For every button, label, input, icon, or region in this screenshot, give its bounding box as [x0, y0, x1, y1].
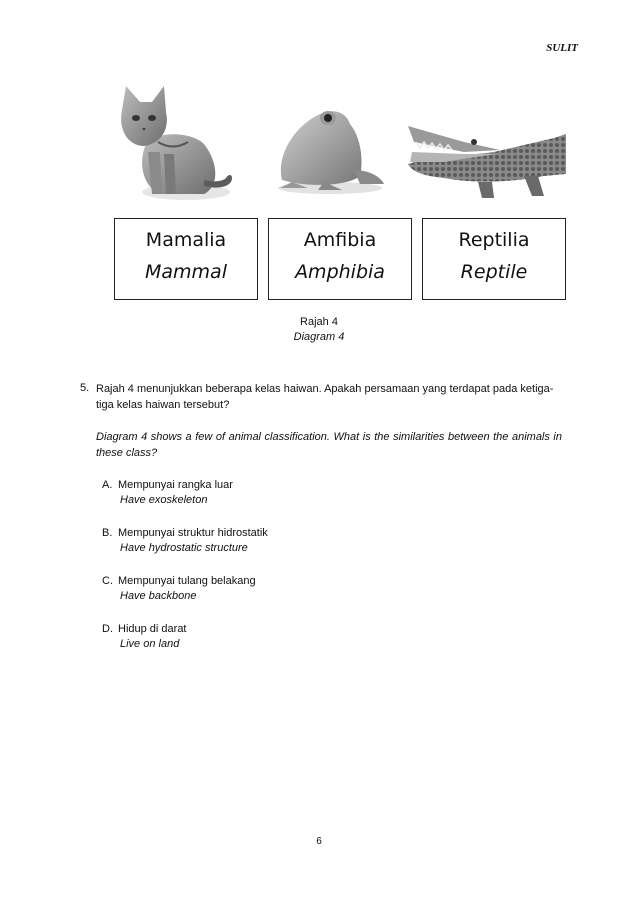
option-label: D.	[102, 623, 113, 635]
option-text-malay: Mempunyai tulang belakang	[118, 575, 256, 587]
class-name-english: Amphibia	[295, 261, 385, 283]
frog-icon	[268, 96, 388, 196]
class-name-english: Reptile	[460, 261, 528, 283]
question-text-english: Diagram 4 shows a few of animal classification. What is the similarities between the animals in these class?	[96, 431, 562, 459]
crocodile-icon	[404, 112, 566, 200]
diagram-caption-malay: Rajah 4	[300, 316, 338, 328]
class-name-malay: Amfibia	[303, 229, 377, 251]
option-text-english: Have backbone	[120, 590, 197, 602]
option-label: B.	[102, 527, 113, 539]
option-text-english: Live on land	[120, 638, 180, 650]
option-text-english: Have exoskeleton	[120, 494, 208, 506]
option-label: A.	[102, 479, 113, 491]
option-label: C.	[102, 575, 113, 587]
classification-label: SULIT	[546, 42, 578, 54]
option-text-malay: Mempunyai rangka luar	[118, 479, 233, 491]
page-number: 6	[316, 836, 322, 847]
class-box-mammal	[114, 218, 258, 300]
class-name-english: Mammal	[145, 261, 227, 283]
cat-icon	[108, 82, 236, 208]
class-name-malay: Mamalia	[145, 229, 227, 251]
option-text-malay: Hidup di darat	[118, 623, 187, 635]
option-b[interactable]	[102, 526, 268, 556]
question-number: 5.	[80, 382, 90, 394]
question-text-malay: Rajah 4 menunjukkan beberapa kelas haiwan. Apakah persamaan yang terdapat pada ketiga-tiga kelas haiwan tersebut?	[96, 383, 554, 411]
option-a[interactable]	[102, 478, 233, 508]
class-box-amphibia	[268, 218, 412, 300]
diagram-caption-english: Diagram 4	[293, 331, 345, 343]
option-text-english: Have hydrostatic structure	[120, 542, 248, 554]
class-box-reptile	[422, 218, 566, 300]
class-name-malay: Reptilia	[458, 229, 530, 251]
option-d[interactable]	[102, 622, 187, 652]
option-c[interactable]	[102, 574, 256, 604]
option-text-malay: Mempunyai struktur hidrostatik	[118, 527, 268, 539]
